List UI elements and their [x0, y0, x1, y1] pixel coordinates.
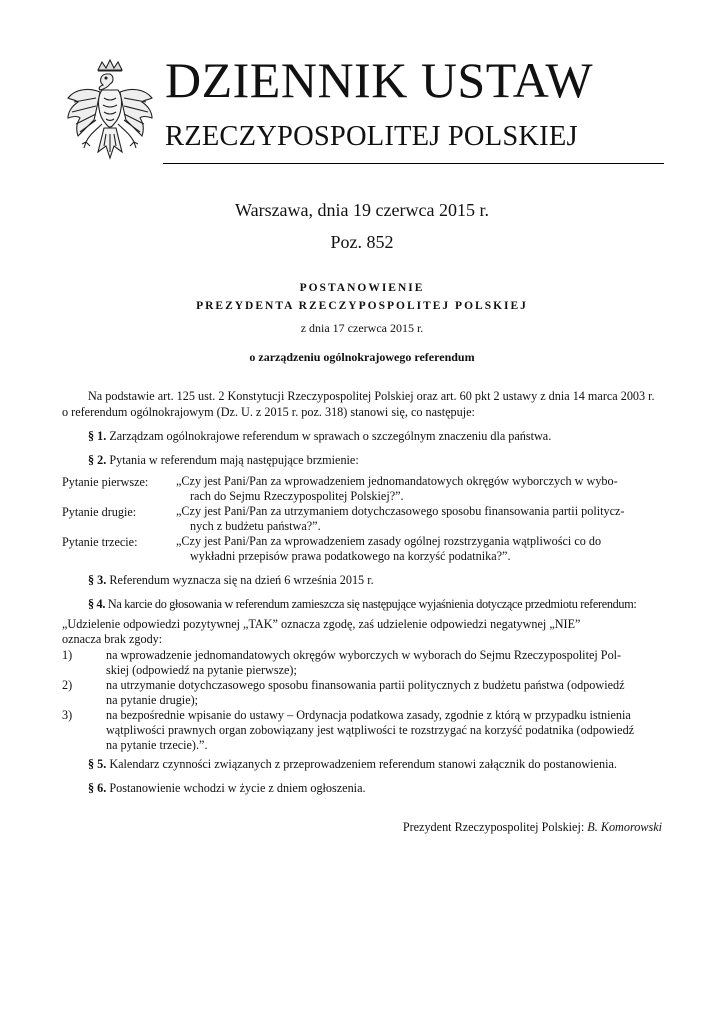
- section-3: [88, 572, 374, 588]
- section-1-mark: § 1.: [88, 429, 107, 443]
- masthead-subtitle: RZECZYPOSPOLITEJ POLSKIEJ: [165, 121, 578, 152]
- item-2-line-2: na pytanie drugie);: [106, 693, 199, 707]
- intro-line-1: Na podstawie art. 125 ust. 2 Konstytucji Rzeczypospolitej Polskiej oraz art. 60 pkt 2 ustawy z dnia 14 marca 2003 r.: [88, 389, 655, 403]
- act-date: z dnia 17 czerwca 2015 r.: [300, 321, 424, 335]
- question-3-line-1: „Czy jest Pani/Pan za wprowadzeniem zasady ogólnej rozstrzygania wątpliwości co do: [176, 534, 602, 548]
- signature: [403, 820, 662, 835]
- explanation-line-2: oznacza brak zgody:: [62, 632, 163, 646]
- polish-eagle-emblem-icon: [62, 58, 158, 170]
- item-1-line-2: skiej (odpowiedź na pytanie pierwsze);: [106, 663, 297, 677]
- question-2-line-2: nych z budżetu państwa?”.: [190, 519, 321, 533]
- question-1-line-2: rach do Sejmu Rzeczypospolitej Polskiej?”.: [190, 489, 404, 503]
- item-1-line-1: na wprowadzenie jednomandatowych okręgów wyborczych w wyborach do Sejmu Rzeczypospolitej Pol-: [106, 648, 622, 662]
- section-3-mark: § 3.: [88, 573, 107, 587]
- section-5: [88, 756, 617, 772]
- item-3-line-2: wątpliwości prawnych organ zobowiązany jest wątpliwości te rozstrzygać na korzyść podatnika (odpowiedź: [106, 723, 635, 737]
- question-1-label: Pytanie pierwsze:: [62, 475, 149, 489]
- act-issuer-heading: PREZYDENTA RZECZYPOSPOLITEJ POLSKIEJ: [196, 300, 528, 312]
- act-subject: o zarządzeniu ogólnokrajowego referendum: [249, 350, 475, 364]
- masthead-divider: [163, 163, 664, 164]
- signature-role: Prezydent Rzeczypospolitej Polskiej:: [402, 820, 588, 834]
- section-5-mark: § 5.: [88, 757, 107, 771]
- question-2-line-1: „Czy jest Pani/Pan za utrzymaniem dotychczasowego sposobu finansowania partii politycz-: [176, 504, 625, 518]
- position-number: Poz. 852: [330, 232, 394, 252]
- section-2-mark: § 2.: [88, 453, 107, 467]
- section-4: [88, 596, 637, 612]
- section-5-text: Kalendarz czynności związanych z przeprowadzeniem referendum stanowi załącznik do postanowienia.: [109, 757, 617, 771]
- explanation-line-1: „Udzielenie odpowiedzi pozytywnej „TAK” oznacza zgodę, zaś udzielenie odpowiedzi negatywnej „NIE”: [62, 617, 581, 631]
- item-3-line-3: na pytanie trzecie).”.: [106, 738, 208, 752]
- issue-date: Warszawa, dnia 19 czerwca 2015 r.: [235, 200, 489, 220]
- act-type-heading: POSTANOWIENIE: [299, 282, 425, 294]
- item-3-number: 3): [62, 708, 73, 722]
- question-3-label: Pytanie trzecie:: [62, 535, 138, 549]
- question-1-line-1: „Czy jest Pani/Pan za wprowadzeniem jednomandatowych okręgów wyborczych w wybo-: [176, 474, 618, 488]
- item-2-line-1: na utrzymanie dotychczasowego sposobu finansowania partii politycznych z budżetu państwa (odpowiedź: [106, 678, 625, 692]
- section-1-text: Zarządzam ogólnokrajowe referendum w sprawach o szczególnym znaczeniu dla państwa.: [109, 429, 552, 443]
- section-1: [88, 428, 551, 444]
- section-6-text: Postanowienie wchodzi w życie z dniem ogłoszenia.: [109, 781, 366, 795]
- intro-line-2: o referendum ogólnokrajowym (Dz. U. z 2015 r. poz. 318) stanowi się, co następuje:: [62, 405, 475, 419]
- section-6: [88, 780, 366, 796]
- masthead-title: DZIENNIK USTAW: [165, 52, 594, 108]
- section-4-mark: § 4.: [88, 597, 106, 611]
- item-1-number: 1): [62, 648, 73, 662]
- section-2: [88, 452, 359, 468]
- section-4-text: Na karcie do głosowania w referendum zamieszcza się następujące wyjaśnienia dotyczące przedmiotu referendum:: [107, 597, 637, 611]
- section-3-text: Referendum wyznacza się na dzień 6 września 2015 r.: [109, 573, 374, 587]
- item-2-number: 2): [62, 678, 73, 692]
- section-2-text: Pytania w referendum mają następujące brzmienie:: [109, 453, 359, 467]
- item-3-line-1: na bezpośrednie wpisanie do ustawy – Ordynacja podatkowa zasady, zgodnie z którą w przypadku istnienia: [106, 708, 631, 722]
- question-2-label: Pytanie drugie:: [62, 505, 137, 519]
- section-6-mark: § 6.: [88, 781, 107, 795]
- question-3-line-2: wykładni przepisów prawa podatkowego na korzyść podatnika?”.: [190, 549, 511, 563]
- signature-name: B. Komorowski: [587, 820, 662, 834]
